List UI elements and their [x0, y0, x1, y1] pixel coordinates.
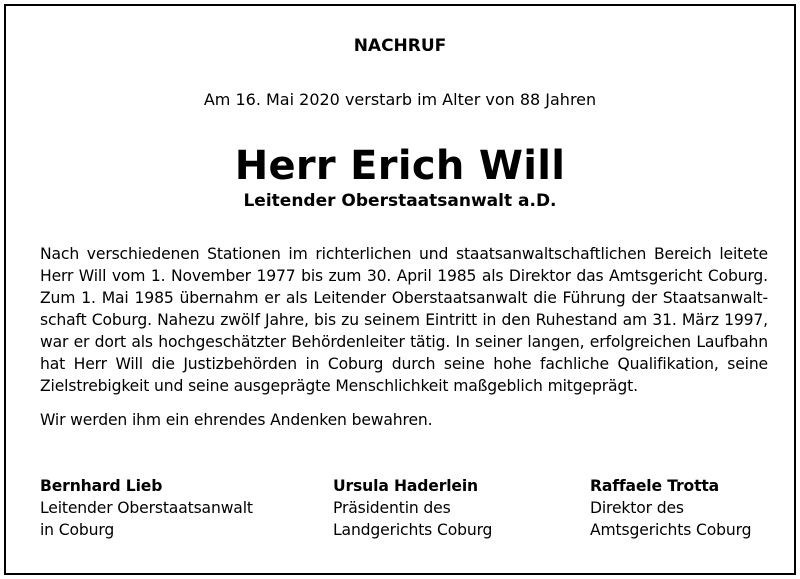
deceased-name: Herr Erich Will: [234, 143, 566, 189]
signatory-institution: in Coburg: [40, 521, 115, 539]
obituary-heading: NACHRUF: [353, 36, 447, 56]
death-notice-line: Am 16. Mai 2020 verstarb im Alter von 88 Jahren: [203, 90, 597, 109]
signatory-position: Leitender Oberstaatsanwalt: [40, 499, 253, 517]
obituary-body: [40, 243, 768, 397]
signature-block: [333, 475, 492, 541]
signatory-institution: Landgerichts Coburg: [333, 521, 493, 539]
obituary-paragraph: Nach verschiedenen Stationen im richterlichen und staatsanwaltschaftlichen Bereich leitete Herr Will vom 1. November 1977 bis zum 30. April 1985 als Direktor das Amtsgericht Coburg. Zum 1. Mai 1985 übernahm er als Leitender Oberstaatsanwalt die Führung der Staatsanwalt-schaft Coburg. Nahezu zwölf Jahre, bis zu seinem Eintritt in den Ruhestand am 31. März 1997, war er dort als hochgeschätzter Behördenleiter tätig. In seiner langen, erfolgreichen Laufbahn hat Herr Will die Justizbehörden in Coburg durch seine hohe fachliche Qualifikation, seine Zielstrebigkeit und seine ausgeprägte Menschlichkeit maßgeblich mitgeprägt.: [40, 245, 768, 395]
deceased-title: Leitender Oberstaatsanwalt a.D.: [243, 191, 557, 211]
signatory-name: Ursula Haderlein: [333, 477, 479, 495]
signatory-position: Direktor des: [590, 499, 684, 517]
signature-block: [40, 475, 253, 541]
signatory-name: Bernhard Lieb: [40, 477, 163, 495]
signatory-name: Raffaele Trotta: [590, 477, 720, 495]
signature-block: [590, 475, 751, 541]
obituary-closing: Wir werden ihm ein ehrendes Andenken bewahren.: [40, 411, 433, 429]
signatory-institution: Amtsgerichts Coburg: [590, 521, 752, 539]
signatory-position: Präsidentin des: [333, 499, 451, 517]
